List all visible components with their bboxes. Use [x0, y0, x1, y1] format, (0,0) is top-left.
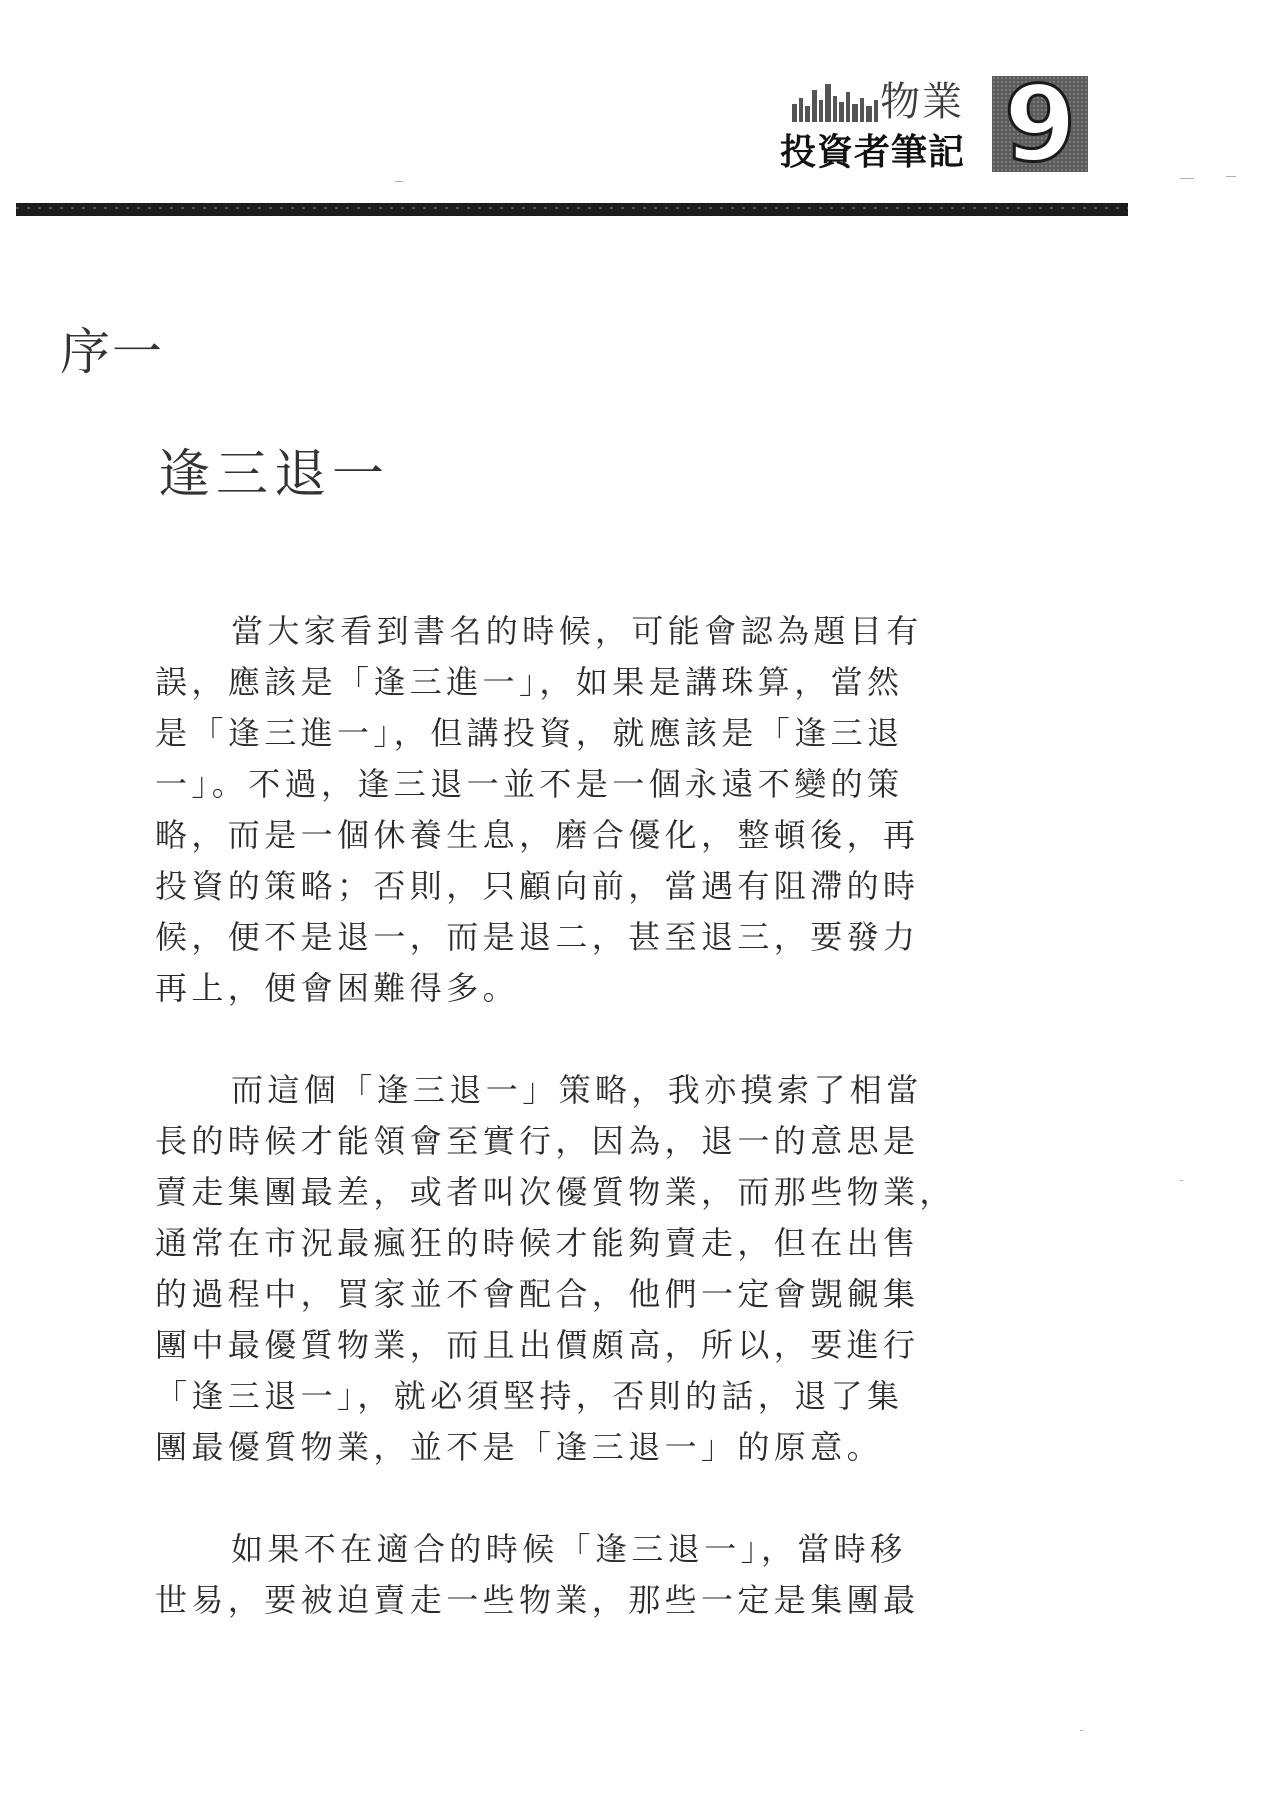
text-line: 略，而是一個休養生息，磨合優化，整頓後，再	[155, 816, 920, 854]
paragraph-1	[155, 606, 955, 1014]
text-line: 誤，應該是「逢三進一」，如果是講珠算，當然	[155, 663, 904, 701]
scan-speck	[1180, 1180, 1183, 1181]
section-title: 序一	[60, 323, 164, 381]
text-line: 是「逢三進一」，但講投資，就應該是「逢三退	[155, 714, 904, 752]
essay-title: 逢三退一	[158, 445, 391, 505]
body-text	[155, 606, 955, 1677]
text-line: 而這個「逢三退一」策略，我亦摸索了相當	[231, 1071, 923, 1109]
text-line: 通常在市況最瘋狂的時候才能夠賣走，但在出售	[155, 1224, 920, 1262]
text-line: 團中最優質物業，而且出價頗高，所以，要進行	[155, 1326, 920, 1364]
header-rule	[16, 203, 1128, 216]
volume-number: 9	[1003, 76, 1077, 172]
text-line: 的過程中，買家並不會配合，他們一定會覬覦集	[155, 1275, 920, 1313]
scan-speck	[395, 181, 403, 182]
scan-speck	[1226, 176, 1236, 177]
city-skyline-icon	[790, 78, 880, 122]
text-line: 如果不在適合的時候「逢三退一」，當時移	[231, 1530, 907, 1568]
text-line: 團最優質物業，並不是「逢三退一」的原意。	[155, 1428, 884, 1466]
paragraph-2	[155, 1065, 955, 1473]
volume-badge	[992, 76, 1088, 172]
series-name-bottom: 投資者筆記	[780, 132, 966, 173]
text-line: 「逢三退一」，就必須堅持，否則的話，退了集	[155, 1377, 904, 1415]
text-line: 投資的策略；否則，只顧向前，當遇有阻滯的時	[155, 867, 920, 905]
scan-speck	[1180, 178, 1194, 179]
text-line: 長的時候才能領會至實行，因為，退一的意思是	[155, 1122, 920, 1160]
paragraph-3	[155, 1524, 955, 1626]
text-line: 當大家看到書名的時候，可能會認為題目有	[231, 612, 923, 650]
scan-speck	[1080, 1730, 1083, 1731]
running-header	[0, 0, 1273, 230]
text-line: 世易，要被迫賣走一些物業，那些一定是集團最	[155, 1581, 920, 1619]
text-line: 賣走集團最差，或者叫次優質物業，而那些物業，	[155, 1173, 956, 1211]
text-line: 候，便不是退一，而是退二，甚至退三，要發力	[155, 918, 920, 956]
text-line: 一」。不過，逢三退一並不是一個永遠不變的策	[155, 765, 904, 803]
text-line: 再上，便會困難得多。	[155, 969, 520, 1007]
series-name-top: 物業	[880, 79, 964, 125]
